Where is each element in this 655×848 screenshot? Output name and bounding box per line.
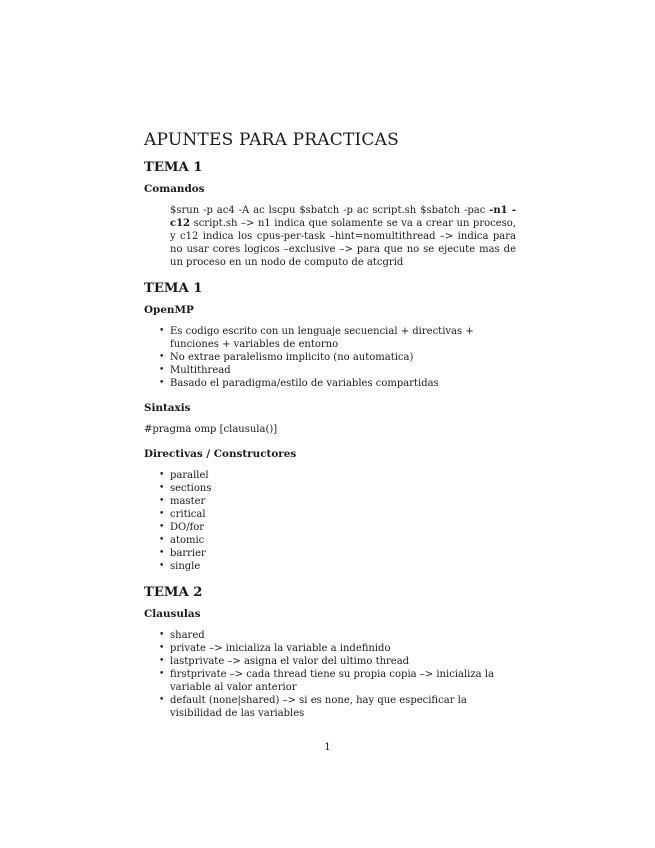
list-item: • shared [159,630,205,641]
list-item: • parallel [159,470,209,481]
bullet-icon: • [159,483,165,493]
list-item: • atomic [159,535,205,546]
bullet-icon: • [159,695,165,705]
section-heading-tema2: TEMA 2 [144,585,203,600]
subheading-comandos: Comandos [144,183,205,195]
section-heading-tema1-openmp: TEMA 1 [144,281,203,296]
list-item: • Basado el paradigma/estilo de variables compartidas [159,378,439,389]
sintaxis-text: #pragma omp [clausula()] [144,424,278,435]
list-item: • sections [159,483,212,494]
clausulas-list [144,629,516,720]
list-item: • master [159,496,206,507]
subheading-openmp: OpenMP [144,304,194,316]
openmp-list [144,325,516,390]
bullet-icon: • [159,669,165,679]
list-item: • Multithread [159,365,231,376]
bullet-icon: • [159,630,165,640]
subheading-directivas: Directivas / Constructores [144,448,297,460]
list-item: • critical [159,509,206,520]
list-item: • firstprivate –> cada thread tiene su propia copia –> inicializa la variable al valor anterior [159,669,494,693]
list-item: • DO/for [159,522,205,533]
list-item: • single [159,561,201,572]
bullet-icon: • [159,378,165,388]
bullet-icon: • [159,496,165,506]
bullet-icon: • [159,326,165,336]
page-content [144,130,516,720]
bullet-icon: • [159,509,165,519]
subheading-sintaxis: Sintaxis [144,402,191,414]
section-heading-tema1-comandos: TEMA 1 [144,160,203,175]
list-item: • default (none|shared) –> si es none, hay que especificar la visibilidad de las variables [159,695,467,719]
bullet-icon: • [159,352,165,362]
comandos-text-bold: -n1 -c12 [170,205,517,229]
comandos-text-a: $srun -p ac4 -A ac lscpu $sbatch -p ac script.sh $sbatch -pac [170,205,490,216]
list-item: • barrier [159,548,206,559]
comandos-text-b: script.sh –> n1 indica que solamente se va a crear un proceso, y c12 indica los cpus-per-task –hint=nomultithread –> indica para no usar cores logicos –exclusive –> para que no se ejecute mas de un proceso en un nodo de computo de atcgrid [170,218,516,268]
document-title: APUNTES PARA PRACTICAS [144,130,399,150]
bullet-icon: • [159,522,165,532]
bullet-icon: • [159,535,165,545]
comandos-paragraph [144,204,516,269]
page-number: 1 [324,742,331,753]
bullet-icon: • [159,643,165,653]
directivas-list [144,469,516,573]
subheading-clausulas: Clausulas [144,608,201,620]
list-item: • private –> inicializa la variable a indefinido [159,643,391,654]
bullet-icon: • [159,365,165,375]
bullet-icon: • [159,656,165,666]
bullet-icon: • [159,470,165,480]
bullet-icon: • [159,561,165,571]
list-item: • No extrae paralelismo implicito (no automatica) [159,352,414,363]
list-item: • Es codigo escrito con un lenguaje secuencial + directivas + funciones + variables de entorno [159,326,474,350]
bullet-icon: • [159,548,165,558]
list-item: • lastprivate –> asigna el valor del ultimo thread [159,656,410,667]
